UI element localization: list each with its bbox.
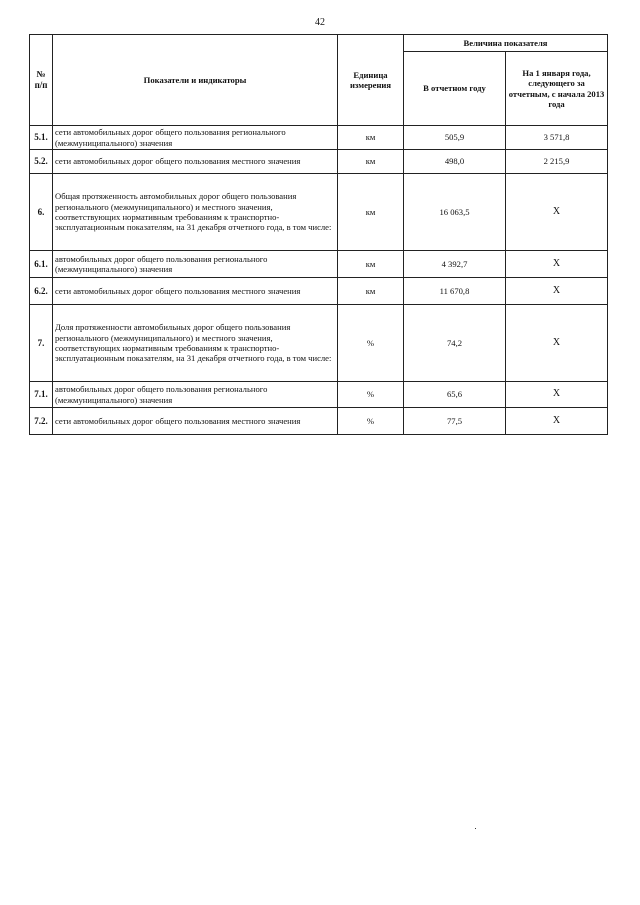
row-indicator: сети автомобильных дорог общего пользования местного значения	[53, 150, 338, 174]
row-reporting-value: 498,0	[404, 150, 506, 174]
row-number: 6.	[30, 174, 53, 251]
row-reporting-value: 505,9	[404, 126, 506, 150]
row-reporting-value: 77,5	[404, 408, 506, 435]
row-indicator: автомобильных дорог общего пользования регионального (межмуниципального) значения	[53, 382, 338, 408]
row-number: 7.	[30, 305, 53, 382]
row-next-value: X	[506, 305, 608, 382]
header-value-group: Величина показателя	[404, 35, 608, 52]
table-row	[30, 251, 608, 278]
row-number: 6.1.	[30, 251, 53, 278]
page-number: 42	[315, 17, 325, 28]
row-next-value: X	[506, 251, 608, 278]
header-next-year: На 1 января года, следующего за отчетным, с начала 2013 года	[506, 52, 608, 126]
row-next-value: X	[506, 408, 608, 435]
table-row	[30, 150, 608, 174]
row-unit: км	[338, 251, 404, 278]
header-reporting-year: В отчетном году	[404, 52, 506, 126]
table-row	[30, 126, 608, 150]
row-number: 5.1.	[30, 126, 53, 150]
row-next-value: 2 215,9	[506, 150, 608, 174]
row-reporting-value: 16 063,5	[404, 174, 506, 251]
row-next-value: 3 571,8	[506, 126, 608, 150]
row-number: 6.2.	[30, 278, 53, 305]
row-unit: км	[338, 126, 404, 150]
row-unit: %	[338, 305, 404, 382]
header-unit: Единица измерения	[338, 35, 404, 126]
row-indicator: сети автомобильных дорог общего пользования местного значения	[53, 278, 338, 305]
row-reporting-value: 11 670,8	[404, 278, 506, 305]
row-reporting-value: 4 392,7	[404, 251, 506, 278]
row-unit: км	[338, 278, 404, 305]
header-number: № п/п	[30, 35, 53, 126]
row-unit: км	[338, 174, 404, 251]
table-row	[30, 278, 608, 305]
row-indicator: Доля протяженности автомобильных дорог общего пользования регионального (межмуниципального) и местного значения, соответствующих нормативным требованиям к транспортно-эксплуатационным показателям, на 31 декабря отчетного года, в том числе:	[53, 305, 338, 382]
row-next-value: X	[506, 278, 608, 305]
row-reporting-value: 65,6	[404, 382, 506, 408]
row-reporting-value: 74,2	[404, 305, 506, 382]
row-next-value: X	[506, 382, 608, 408]
row-number: 7.2.	[30, 408, 53, 435]
table-header	[30, 35, 608, 126]
table-row	[30, 174, 608, 251]
row-indicator: сети автомобильных дорог общего пользования регионального (межмуниципального) значения	[53, 126, 338, 150]
table-row	[30, 305, 608, 382]
header-indicator: Показатели и индикаторы	[53, 35, 338, 126]
row-next-value: X	[506, 174, 608, 251]
row-unit: км	[338, 150, 404, 174]
indicators-table	[29, 34, 608, 435]
row-number: 5.2.	[30, 150, 53, 174]
row-indicator: Общая протяженность автомобильных дорог общего пользования регионального (межмуниципального) и местного значения, соответствующих нормативным требованиям к транспортно-эксплуатационным показателям, на 31 декабря отчетного года, в том числе:	[53, 174, 338, 251]
scan-speck	[475, 828, 476, 829]
table-row	[30, 408, 608, 435]
row-unit: %	[338, 382, 404, 408]
table-row	[30, 382, 608, 408]
row-number: 7.1.	[30, 382, 53, 408]
table-body	[30, 126, 608, 435]
row-unit: %	[338, 408, 404, 435]
row-indicator: сети автомобильных дорог общего пользования местного значения	[53, 408, 338, 435]
row-indicator: автомобильных дорог общего пользования регионального (межмуниципального) значения	[53, 251, 338, 278]
